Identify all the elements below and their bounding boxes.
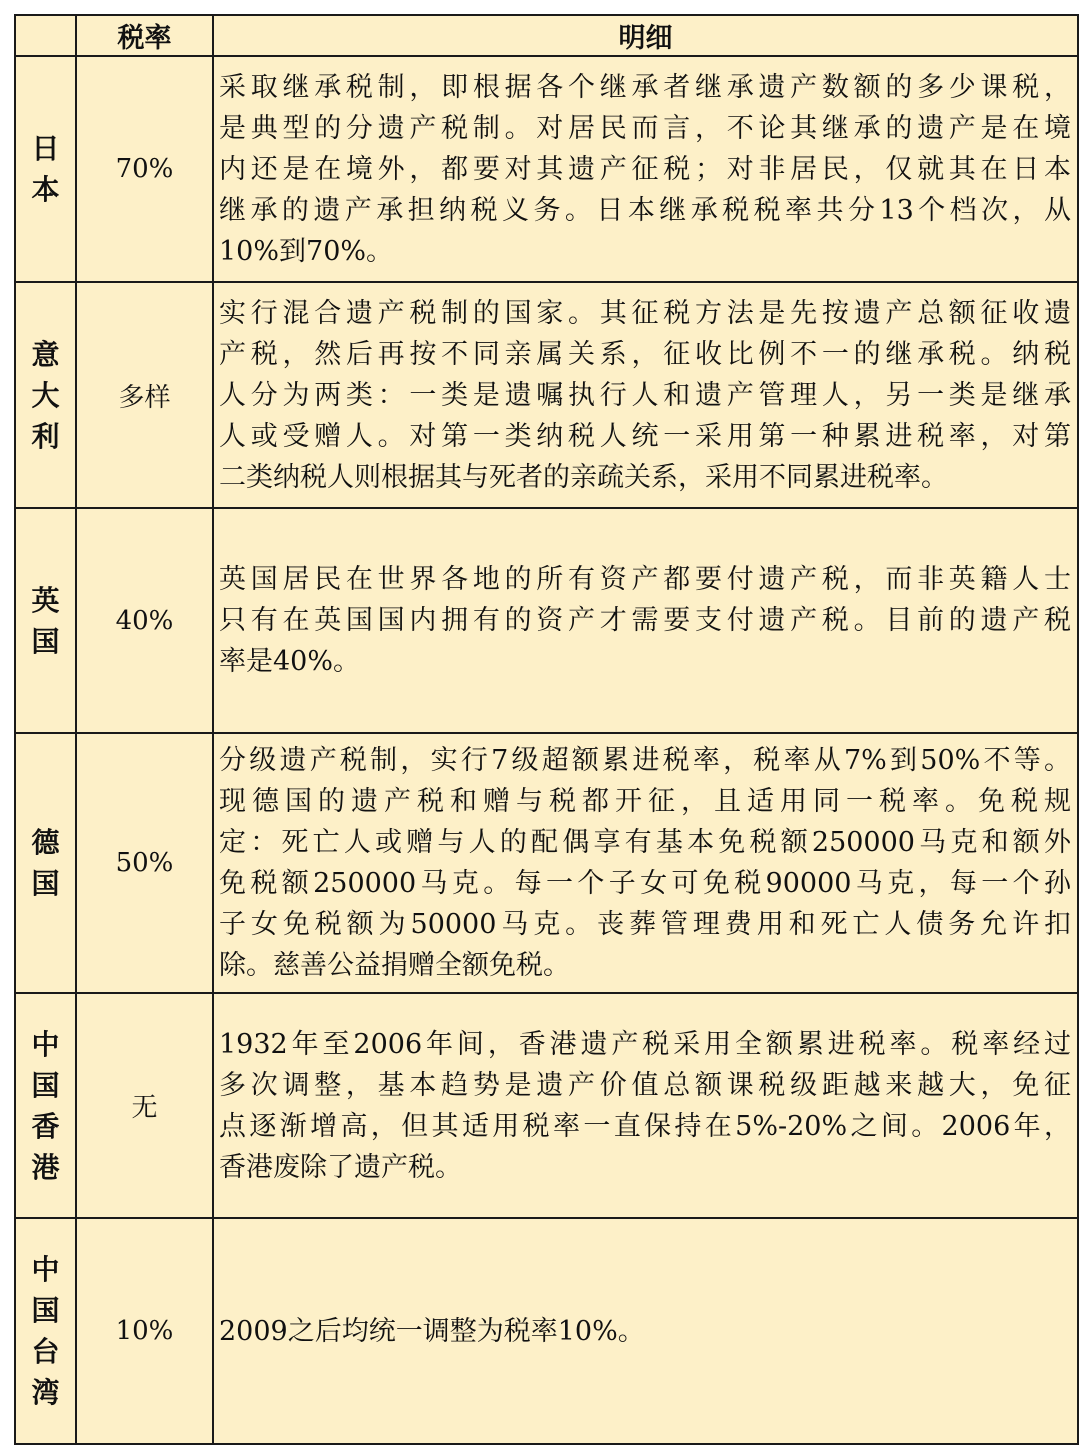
detail-line: 点逐渐增高，但其适用税率一直保持在5%-20%之间。2006年，	[219, 1110, 1071, 1142]
rate-cell: 多样	[76, 282, 213, 508]
country-char: 国	[31, 1294, 60, 1327]
detail-line: 香港废除了遗产税。	[219, 1151, 462, 1183]
rate-cell: 70%	[76, 56, 213, 282]
detail-line: 二类纳税人则根据其与死者的亲疏关系，采用不同累进税率。	[219, 461, 948, 493]
country-char: 国	[31, 624, 60, 658]
country-char: 中	[31, 1027, 60, 1061]
rate-cell: 40%	[76, 508, 213, 733]
detail-line: 免税额250000马克。每一个子女可免税90000马克，每一个孙	[219, 868, 1071, 899]
table-row	[15, 282, 1078, 508]
detail-line: 是典型的分遗产税制。对居民而言，不论其继承的遗产是在境	[219, 112, 1071, 144]
inheritance-tax-table	[14, 14, 1079, 1445]
detail-line: 子女免税额为50000马克。丧葬管理费用和死亡人债务允许扣	[219, 909, 1071, 940]
country-cell	[15, 282, 76, 508]
header-rate: 税率	[76, 15, 213, 56]
detail-cell	[213, 508, 1078, 733]
detail-line: 产税，然后再按不同亲属关系，征收比例不一的继承税。纳税	[219, 338, 1071, 370]
detail-line: 1932年至2006年间，香港遗产税采用全额累进税率。税率经过	[219, 1028, 1071, 1060]
detail-line: 率是40%。	[219, 646, 361, 677]
country-char: 国	[31, 1068, 60, 1102]
country-char: 大	[31, 378, 60, 412]
detail-line: 分级遗产税制，实行7级超额累进税率，税率从7%到50%不等。	[219, 745, 1071, 776]
detail-line: 2009之后均统一调整为税率10%。	[219, 1315, 645, 1347]
table-row	[15, 508, 1078, 733]
detail-line: 人分为两类：一类是遗嘱执行人和遗产管理人，另一类是继承	[219, 379, 1071, 411]
detail-line: 采取继承税制，即根据各个继承者继承遗产数额的多少课税，	[219, 71, 1071, 103]
country-char: 日	[31, 132, 60, 165]
detail-line: 现德国的遗产税和赠与税都开征，且适用同一税率。免税规	[219, 786, 1071, 817]
country-cell	[15, 56, 76, 282]
detail-line: 定：死亡人或赠与人的配偶享有基本免税额250000马克和额外	[219, 827, 1071, 858]
country-char: 利	[31, 419, 60, 453]
detail-line: 内还是在境外，都要对其遗产征税；对非居民，仅就其在日本	[219, 153, 1071, 185]
detail-line: 英国居民在世界各地的所有资产都要付遗产税，而非英籍人士	[219, 564, 1071, 595]
detail-cell	[213, 56, 1078, 282]
detail-cell	[213, 993, 1078, 1218]
table-row	[15, 1218, 1078, 1444]
header-country	[15, 15, 76, 56]
detail-cell	[213, 282, 1078, 508]
country-char: 港	[31, 1150, 60, 1184]
detail-line: 只有在英国国内拥有的资产才需要支付遗产税。目前的遗产税	[219, 605, 1071, 636]
detail-line: 实行混合遗产税制的国家。其征税方法是先按遗产总额征收遗	[219, 297, 1071, 329]
detail-cell	[213, 1218, 1078, 1444]
country-char: 中	[31, 1253, 60, 1286]
country-char: 湾	[31, 1376, 60, 1409]
country-cell	[15, 993, 76, 1218]
country-char: 英	[31, 583, 60, 617]
table-row	[15, 56, 1078, 282]
rate-cell: 10%	[76, 1218, 213, 1444]
country-cell	[15, 733, 76, 993]
table-row	[15, 993, 1078, 1218]
country-cell	[15, 508, 76, 733]
country-char: 意	[31, 337, 60, 371]
country-char: 本	[31, 173, 60, 206]
header-row	[15, 15, 1078, 56]
detail-cell	[213, 733, 1078, 993]
rate-cell: 无	[76, 993, 213, 1218]
rate-cell: 50%	[76, 733, 213, 993]
country-char: 德	[31, 826, 60, 859]
table-row	[15, 733, 1078, 993]
country-char: 台	[31, 1335, 60, 1368]
country-cell	[15, 1218, 76, 1444]
detail-line: 继承的遗产承担纳税义务。日本继承税税率共分13个档次，从	[219, 194, 1071, 226]
detail-line: 10%到70%。	[219, 235, 394, 267]
country-char: 香	[31, 1109, 60, 1143]
header-detail: 明细	[213, 15, 1078, 56]
detail-line: 多次调整，基本趋势是遗产价值总额课税级距越来越大，免征	[219, 1069, 1071, 1101]
country-char: 国	[31, 867, 60, 900]
detail-line: 除。慈善公益捐赠全额免税。	[219, 950, 570, 981]
detail-line: 人或受赠人。对第一类纳税人统一采用第一种累进税率，对第	[219, 420, 1071, 452]
